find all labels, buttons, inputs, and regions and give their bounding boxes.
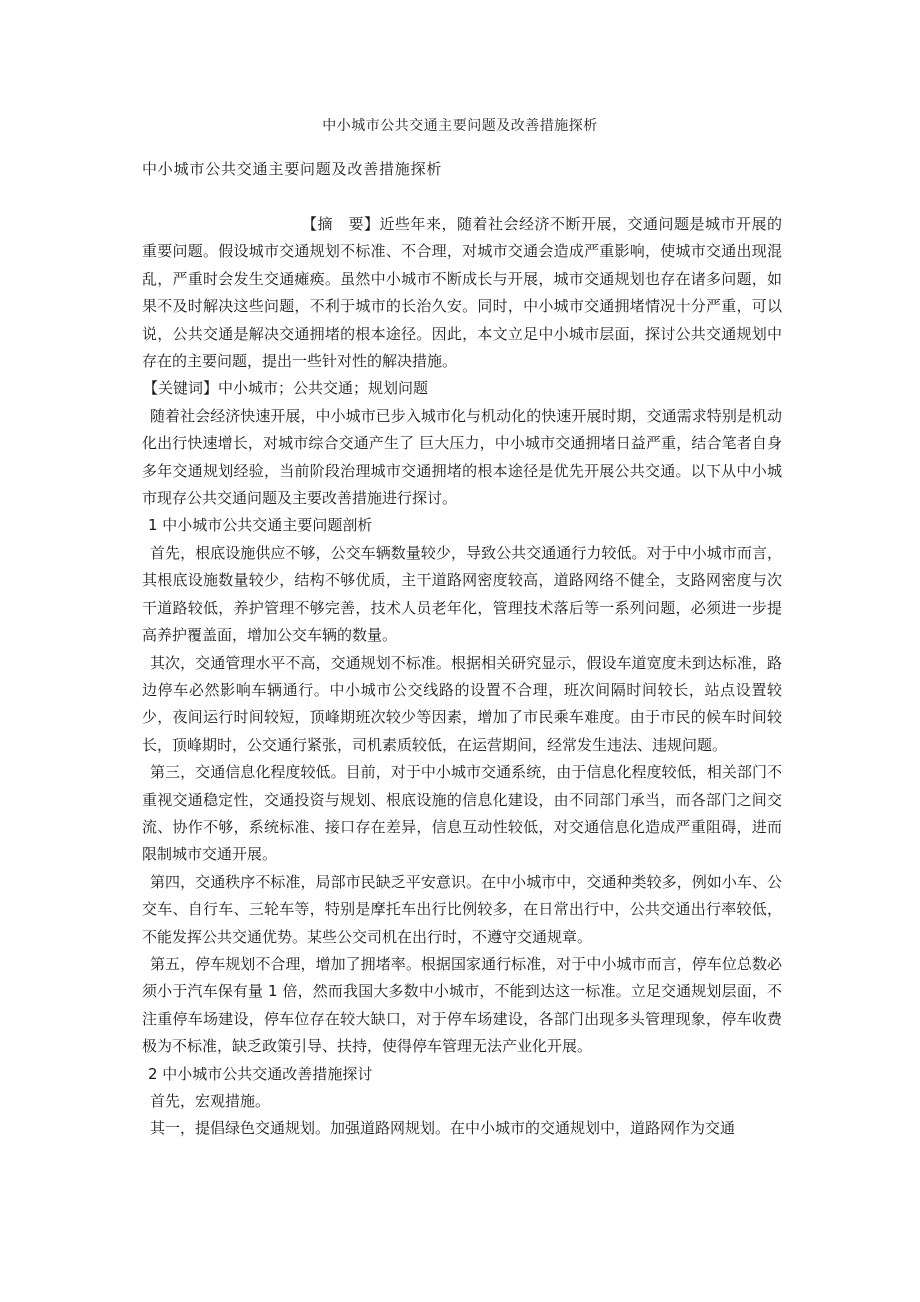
section-1-heading: 1 中小城市公共交通主要问题剖析	[148, 516, 373, 535]
section-2-heading: 2 中小城市公共交通改善措施探讨	[148, 1064, 373, 1083]
abstract-text: 近些年来，随着社会经济不断开展，交通问题是城市开展的重要问题。假设城市交通规划不标准、不合理，对城市交通会造成严重影响，使城市交通出现混乱，严重时会发生交通瘫痪。虽然中小城市不断成长与开展，城市交通规划也存在诸多问题，如果不及时解决这些问题，不利于城市的长治久安。同时，中小城市交通拥堵情况十分严重，可以说，公共交通是解决交通拥堵的根本途径。因此，本文立足中小城市层面，探讨公共交通规划中存在的主要问题，提出一些针对性的解决措施。	[142, 215, 782, 371]
keywords-label: 【关键词】	[143, 379, 219, 398]
abstract-label: 【摘 要】	[302, 215, 380, 233]
section-1-paragraph-2: 其次，交通管理水平不高，交通规划不标准。根据相关研究显示，假设车道宽度未到达标准，路边停车必然影响车辆通行。中小城市公交线路的设置不合理，班次间隔时间较长，站点设置较少，夜间运行时间较短，顶峰期班次较少等因素，增加了市民乘车难度。由于市民的候车时间较长，顶峰期时，公交通行紧张，司机素质较低，在运营期间，经常发生违法、违规问题。	[142, 653, 782, 754]
keywords-text: 中小城市；公共交通；规划问题	[218, 379, 429, 398]
section-1-paragraph-3: 第三，交通信息化程度较低。目前，对于中小城市交通系统，由于信息化程度较低，相关部门不重视交通稳定性，交通投资与规划、根底设施的信息化建设，由不同部门承当，而各部门之间交流、协作不够，系统标准、接口存在差异，信息互动性较低，对交通信息化造成严重阻碍，进而限制城市交通开展。	[142, 763, 782, 864]
article-title: 中小城市公共交通主要问题及改善措施探析	[142, 160, 443, 178]
keywords-paragraph	[142, 375, 782, 402]
article-body	[142, 211, 782, 1143]
section-1-paragraph-4: 第四，交通秩序不标准，局部市民缺乏平安意识。在中小城市中，交通种类较多，例如小车、公交车、自行车、三轮车等，特别是摩托车出行比例较多，在日常出行中，公共交通出行率较低，不能发挥公共交通优势。某些公交司机在出行时，不遵守交通规章。	[142, 872, 782, 946]
intro-paragraph: 随着社会经济快速开展，中小城市已步入城市化与机动化的快速开展时期，交通需求特别是机动化出行快速增长，对城市综合交通产生了 巨大压力，中小城市交通拥堵日益严重，结合笔者自身多年交通规划经验，当前阶段治理城市交通拥堵的根本途径是优先开展公共交通。以下从中小城市现存公共交通问题及主要改善措施进行探讨。	[142, 406, 782, 508]
section-2-paragraph-1: 首先，宏观措施。	[150, 1092, 271, 1110]
section-1-paragraph-1: 首先，根底设施供应不够，公交车辆数量较少，导致公共交通通行力较低。对于中小城市而言，其根底设施数量较少，结构不够优质，主干道路网密度较高，道路网络不健全，支路网密度与次干道路较低，养护管理不够完善，技术人员老年化，管理技术落后等一系列问题，必须进一步提高养护覆盖面，增加公交车辆的数量。	[142, 543, 782, 645]
document-title: 中小城市公共交通主要问题及改善措施探析	[322, 118, 598, 134]
section-2-paragraph-2: 其一，提倡绿色交通规划。加强道路网规划。在中小城市的交通规划中，道路网作为交通	[150, 1119, 736, 1138]
abstract-paragraph	[142, 211, 782, 375]
section-1-paragraph-5: 第五，停车规划不合理，增加了拥堵率。根据国家通行标准，对于中小城市而言，停车位总数必须小于汽车保有量 1 倍，然而我国大多数中小城市，不能到达这一标准。立足交通规划层面，不注重停车场建设，停车位存在较大缺口，对于停车场建设，各部门出现多头管理现象，停车收费极为不标准，缺乏政策引导、扶持，使得停车管理无法产业化开展。	[142, 954, 782, 1056]
